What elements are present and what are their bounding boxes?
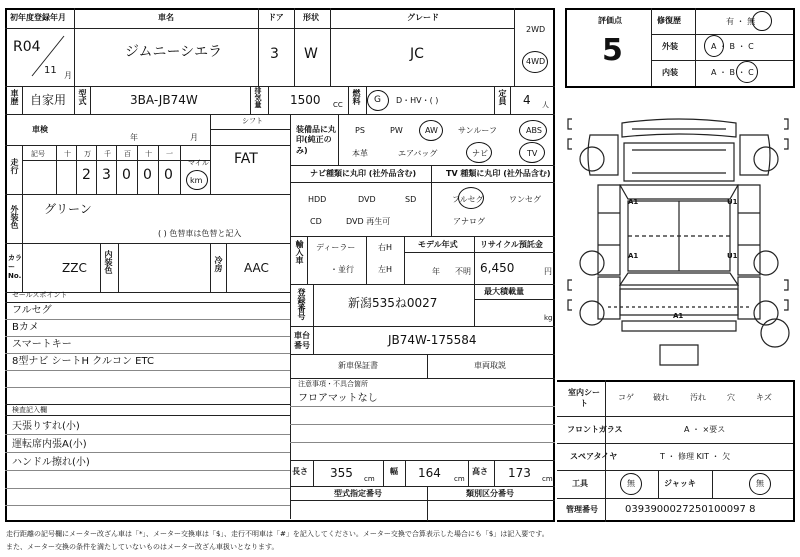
import-left-hand: 左H xyxy=(378,265,393,274)
model-year-unit: 年 xyxy=(432,267,440,276)
score-label: 評価点 xyxy=(598,16,622,25)
new-car-warranty: 新車保証書 xyxy=(338,361,378,370)
shift: FAT xyxy=(234,151,258,167)
equip-abs-circle xyxy=(519,120,547,141)
shaken-month-unit: 月 xyxy=(190,133,198,142)
sales-point-item: スマートキー xyxy=(12,339,72,350)
damage-u1-right: U1 xyxy=(727,198,738,206)
first-registration-era: R04 xyxy=(13,39,41,55)
model-year-label: モデル年式 xyxy=(418,240,458,249)
digit-header-0: 十 xyxy=(64,150,71,158)
model-code: 3BA-JB74W xyxy=(130,93,198,107)
equip-ps: PS xyxy=(355,126,365,135)
drive-4wd: 4WD xyxy=(526,57,546,66)
footer-note-2: また、メーター交換の条件を満たしていないものはメーター改ざん車扱いとなります。 xyxy=(6,543,279,551)
door-count: 3 xyxy=(270,46,279,62)
spare-tire-options: T ・ 修理 KIT ・ 欠 xyxy=(660,452,731,461)
equip-pw: PW xyxy=(390,126,403,135)
yen-unit: 円 xyxy=(544,267,552,276)
displacement-label: 排気量 xyxy=(254,87,262,108)
repair-history-options: 有 ・ 無 xyxy=(726,17,756,26)
capacity-label: 定員 xyxy=(498,89,507,105)
navi-type-title: ナビ種類に丸印 (社外品含む) xyxy=(310,169,417,178)
shift-label: シフト xyxy=(242,117,263,125)
tools-value: 無 xyxy=(627,479,635,488)
tv-fullseg: フルセグ xyxy=(452,195,484,204)
color-code-label: カラーNo. xyxy=(8,254,22,281)
cc-unit: CC xyxy=(333,101,343,109)
first-registration-label: 初年度登録年月 xyxy=(10,13,66,22)
body-shape: W xyxy=(304,46,318,62)
capacity: 4 xyxy=(523,93,531,107)
seat-option-hole: 穴 xyxy=(727,393,735,402)
repair-none-circle xyxy=(752,11,772,31)
equip-navi-circle xyxy=(466,142,492,163)
history-label: 車歴 xyxy=(10,89,19,105)
grade: JC xyxy=(410,46,424,62)
width-label: 幅 xyxy=(390,467,398,476)
interior-b-circle xyxy=(736,61,758,83)
tools-none-circle xyxy=(620,473,642,495)
ac-label: 冷房 xyxy=(214,256,223,272)
interior-color-label: 内装色 xyxy=(104,250,113,274)
max-load-label: 最大積載量 xyxy=(484,287,524,296)
damage-u1-rear-right: U1 xyxy=(727,252,738,260)
seat-option-scratch: キズ xyxy=(756,393,772,402)
class-number-label: 類別区分番号 xyxy=(466,489,514,498)
mileage-digit: 2 xyxy=(82,167,91,183)
score: 5 xyxy=(602,33,623,68)
color-code: ZZC xyxy=(62,261,87,275)
damage-a1-rear-left: A1 xyxy=(628,252,639,260)
history: 自家用 xyxy=(30,93,67,107)
navi-cd: CD xyxy=(310,217,322,226)
exterior-rating-options: A ・ B ・ C xyxy=(711,42,754,51)
equip-sunroof: サンルーフ xyxy=(458,126,497,135)
management-number-label: 管理番号 xyxy=(566,505,598,514)
inspector-note-item: ハンドル擦れ(小) xyxy=(12,457,90,468)
ac-type: AAC xyxy=(244,261,269,275)
plate-label: 登録番号 xyxy=(297,288,306,320)
import-label: 輸入車 xyxy=(295,240,304,264)
damage-a1-bottom: A1 xyxy=(673,312,684,320)
equip-aw-circle xyxy=(419,120,443,141)
height-cm: cm xyxy=(542,475,553,483)
jack-value: 無 xyxy=(756,479,764,488)
interior-rating-label: 内装 xyxy=(662,68,678,77)
shaken-label: 車検 xyxy=(32,125,48,134)
fuel-gasoline: G xyxy=(374,95,381,105)
sales-point-item: 8型ナビ シートH クルコン ETC xyxy=(12,356,154,367)
car-name-label: 車名 xyxy=(158,13,174,22)
drive-2wd: 2WD xyxy=(526,25,546,34)
length-label: 長さ xyxy=(292,467,308,476)
seat-option-burn: コゲ xyxy=(618,393,634,402)
management-number: 0393900027250100097 8 xyxy=(625,504,756,515)
tv-type-title: TV 種類に丸印 (社外品含む) xyxy=(446,169,551,178)
import-dealer: ディーラー xyxy=(316,243,356,252)
sales-point-item: フルセグ xyxy=(12,305,52,316)
equip-tv-circle xyxy=(519,142,545,163)
chassis-number: JB74W-175584 xyxy=(388,333,477,347)
spare-tire-label: スペアタイヤ xyxy=(570,452,618,461)
inspector-note-item: 運転席内張A(小) xyxy=(12,439,87,450)
exterior-color: グリーン xyxy=(44,202,92,216)
jack-label: ジャッキ xyxy=(664,479,696,488)
width-cm: cm xyxy=(454,475,465,483)
shape-label: 形状 xyxy=(303,13,319,22)
windshield-options: A ・ ×要ス xyxy=(684,425,726,434)
navi-dvd-play: DVD 再生可 xyxy=(346,217,391,226)
model-year-unknown: 不明 xyxy=(455,267,471,276)
equipment-label: 装備品に丸印(純正のみ) xyxy=(296,125,336,155)
windshield-label: フロントガラス xyxy=(567,425,623,434)
inspector-notes-title: 検査記入欄 xyxy=(12,406,47,414)
exterior-rating-label: 外装 xyxy=(662,42,678,51)
exterior-color-label: 外装色 xyxy=(10,205,19,229)
equip-airbag: エアバッグ xyxy=(398,149,438,158)
mileage-label: 走行 xyxy=(10,158,19,174)
car-damage-diagram xyxy=(562,95,797,380)
height-value: 173 xyxy=(508,466,531,480)
digit-header-5: 一 xyxy=(166,150,173,158)
seat-label: 室内シート xyxy=(568,388,600,408)
exterior-a-circle xyxy=(704,35,724,57)
model-label: 型式 xyxy=(78,89,87,105)
damage-a1-left: A1 xyxy=(628,198,639,206)
seat-option-stain: 汚れ xyxy=(690,393,706,402)
first-registration-month: 11 xyxy=(44,65,57,76)
digit-header-2: 千 xyxy=(104,150,111,158)
mileage-digit: 0 xyxy=(164,167,173,183)
import-right-hand: 右H xyxy=(378,243,393,252)
digit-header-1: 万 xyxy=(84,150,91,158)
sales-points-title: セールスポイント xyxy=(12,291,68,299)
digit-header-3: 百 xyxy=(124,150,131,158)
repair-history-label: 修復歴 xyxy=(657,16,681,25)
mileage-digit: 3 xyxy=(102,167,111,183)
color-change-note: ( ) 色替車は色替と記入 xyxy=(158,229,242,238)
fuel-label: 燃料 xyxy=(352,89,361,105)
displacement: 1500 xyxy=(290,93,321,107)
mileage-digit: 0 xyxy=(122,167,131,183)
tv-fullseg-circle xyxy=(458,187,484,209)
navi-dvd: DVD xyxy=(358,195,376,204)
fuel-g-circle xyxy=(367,90,389,111)
shaken-year-unit: 年 xyxy=(130,133,138,142)
notes-title: 注意事項・不具合箇所 xyxy=(298,380,368,388)
navi-hdd: HDD xyxy=(308,195,327,204)
equip-leather: 本革 xyxy=(352,149,368,158)
interior-rating-options: A ・ B ・ C xyxy=(711,68,754,77)
km-unit: km xyxy=(190,176,203,185)
plate-number: 新潟535ね0027 xyxy=(348,296,438,310)
capacity-unit: 人 xyxy=(542,101,549,109)
mileage-unit-label: マイル xyxy=(188,159,209,167)
notes-text: フロアマットなし xyxy=(298,393,378,404)
tv-oneseg: ワンセグ xyxy=(509,195,541,204)
footer-note-1: 走行距離の記号欄にメーター改ざん車は「*」、メーター交換車は「$」、走行不明車は「#」を記入してください。メーター交換で合算表示した場合にも「$」は記入要です。 xyxy=(6,530,549,538)
drive-4wd-circle xyxy=(522,51,548,73)
fuel-others: D・HV・( ) xyxy=(396,96,439,105)
km-circle xyxy=(186,170,208,190)
inspector-note-item: 天張りすれ(小) xyxy=(12,421,80,432)
equip-abs: ABS xyxy=(526,126,542,135)
height-label: 高さ xyxy=(472,467,488,476)
vehicle-manual: 車両取説 xyxy=(474,361,506,370)
length-value: 355 xyxy=(330,466,353,480)
equip-tv: TV xyxy=(527,149,538,158)
import-parallel: ・並行 xyxy=(330,265,354,274)
type-designation-label: 型式指定番号 xyxy=(334,489,382,498)
tools-label: 工具 xyxy=(572,479,588,488)
recycle-fee-label: リサイクル預託金 xyxy=(480,240,543,249)
sales-point-item: Bカメ xyxy=(12,322,39,333)
jack-none-circle xyxy=(749,473,771,495)
kg-unit: kg xyxy=(544,314,553,322)
mileage-code-label: 記号 xyxy=(31,150,45,158)
car-name: ジムニーシエラ xyxy=(125,44,223,60)
length-cm: cm xyxy=(364,475,375,483)
door-label: ドア xyxy=(268,13,284,22)
mileage-digit: 0 xyxy=(143,167,152,183)
equip-aw: AW xyxy=(425,126,438,135)
equip-navi: ナビ xyxy=(472,149,488,158)
recycle-fee: 6,450 xyxy=(480,261,515,275)
tv-analog: アナログ xyxy=(453,217,485,226)
chassis-label: 車台番号 xyxy=(294,331,310,350)
grade-label: グレード xyxy=(407,13,439,22)
seat-option-tear: 破れ xyxy=(653,393,669,402)
month-unit: 月 xyxy=(64,71,72,80)
navi-sd: SD xyxy=(405,195,417,204)
digit-header-4: 十 xyxy=(145,150,152,158)
width-value: 164 xyxy=(418,466,441,480)
